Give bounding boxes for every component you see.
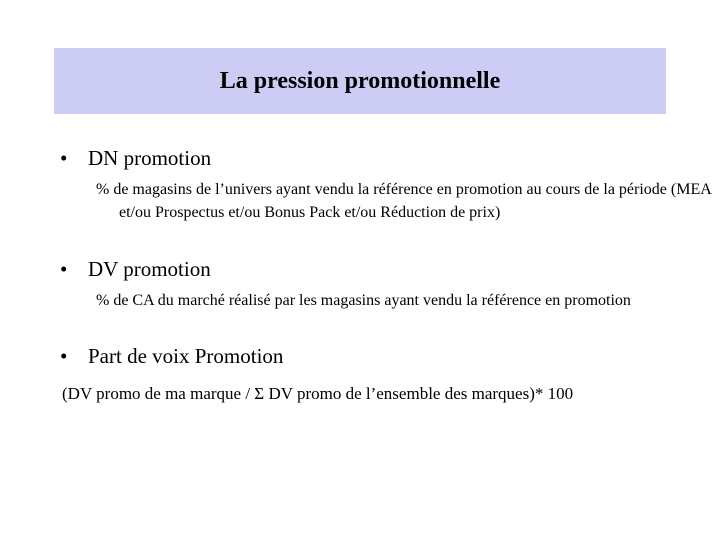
part-de-voix-formula: (DV promo de ma marque / Σ DV promo de l’ensemble des marques)* 100 xyxy=(62,384,574,403)
title-banner xyxy=(54,48,666,114)
dv-promotion-description: % de CA du marché réalisé par les magasins ayant vendu la référence en promotion xyxy=(96,292,631,309)
bullet-dn-promotion xyxy=(60,146,211,170)
bullet-label: Part de voix Promotion xyxy=(88,344,284,368)
bullet-icon: • xyxy=(60,344,68,368)
slide-title: La pression promotionnelle xyxy=(219,67,501,94)
bullet-dv-promotion xyxy=(60,257,211,281)
bullet-label: DN promotion xyxy=(88,146,212,170)
bullet-icon: • xyxy=(60,146,68,170)
bullet-icon: • xyxy=(60,257,68,281)
bullet-label: DV promotion xyxy=(88,257,211,281)
dn-promotion-description: % de magasins de l’univers ayant vendu la référence en promotion au cours de la période (MEA et/ou Prospectus et/ou Bonus Pack et/ou Réduction de prix) xyxy=(96,181,711,221)
bullet-part-de-voix xyxy=(60,344,283,368)
